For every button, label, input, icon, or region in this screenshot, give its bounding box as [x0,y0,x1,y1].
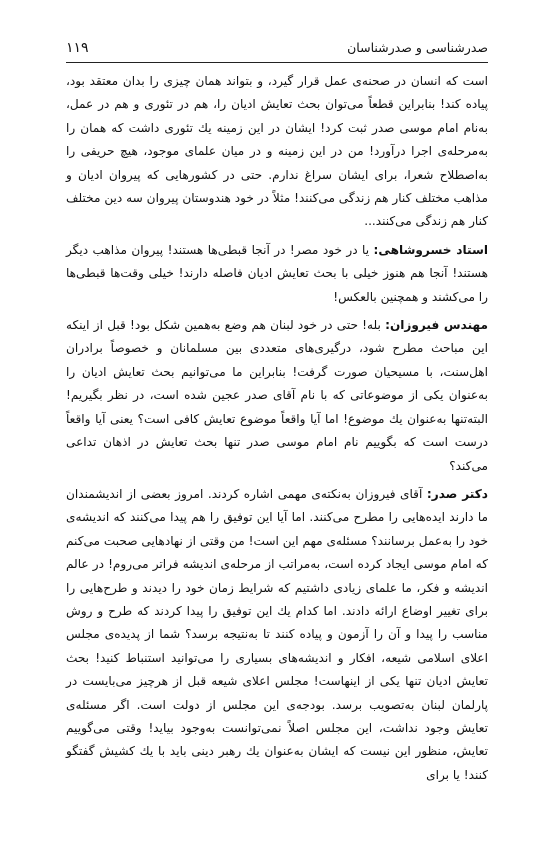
paragraph-text: آقای فیروزان به‌نکته‌ی مهمی اشاره کردند. امروز بعضی از اندیشمندان ما دارند ایده‌هایی را مطرح می‌کنند. اما آیا این توفیق را هم پیدا می‌کنند که اندیشه‌ی خود را به‌عمل برسانند؟ مسئله‌ی مهم این است! من وقتی از نهادهایی صحبت می‌کنم که امام موسی ایجاد کرده است، به‌مراتب از مرحله‌ی اندیشه فراتر می‌روم! در عالم اندیشه و فکر، ما علمای زیادی داشتیم که شرایط زمان خود را دیدند و طرح‌هایی را برای تغییر اوضاع ارائه دادند. اما کدام یك این توفیق را پیدا کردند که طرح و روش مناسب را پیدا و آن را آزمون و پیاده کنند تا به‌نتیجه برسد؟ شما از پدیده‌ی مجلس اعلای اسلامی شیعه، افکار و اندیشه‌های بسیاری را می‌توانید استنباط کنید! بحث تعایش ادیان تنها یکی از اینهاست! مجلس اعلای شیعه قبل از هرچیز می‌بایست در پارلمان لبنان به‌تصویب برسد. بودجه‌ی این مجلس از دولت است. اگر مسئله‌ی تعایش وجود نداشت، این مجلس اصلاً نمی‌توانست به‌وجود بیاید! وقتی می‌گوییم تعایش، منظور این نیست که ایشان به‌عنوان یك رهبر دینی باید با یك کشیش گفتگو کنند! یا برای [66,486,488,782]
running-title: صدرشناسی و صدرشناسان [347,40,488,55]
paragraph [66,314,488,478]
paragraph-text: بله! حتی در خود لبنان هم وضع به‌همین شکل بود! قبل از اینکه این مباحث مطرح شود، درگیری‌های متعددی بین مسلمانان و خصوصاً برادران اهل‌سنت، با مسیحیان صورت گرفت! بنابراین ما می‌توانیم بحث تعایش ادیان را به‌عنوان یکی از موضوعاتی که با نام آقای صدر عجین شده است، در نظر بگیریم! البته‌تنها به‌عنوان یك موضوع! اما آیا واقعاً موضوع تعایش کافی است؟ یعنی آیا واقعاً درست است که بگوییم نام امام موسی صدر تنها بحث تعایش در اذهان تداعی می‌کند؟ [66,318,488,473]
speaker-name: دکتر صدر: [426,486,488,501]
page-number: ۱۱۹ [66,40,89,56]
paragraph [66,239,488,309]
paragraph-text: است که انسان در صحنه‌ی عمل قرار گیرد، و بتواند همان چیزی را بدان معتقد بود، پیاده کند! بنابراین قطعاً می‌توان بحث تعایش ادیان را، هم در تئوری و هم در عمل، به‌نام امام موسی صدر ثبت کرد! ایشان در این زمینه یك تئوری داشت که همان را به‌مرحله‌ی اجرا درآورد! من در این زمینه و در میان علمای موجود، هیچ حریفی را به‌اصطلاح شعرا، برای ایشان سراغ ندارم. حتی در کشورهایی که پیروان ادیان و مذاهب مختلف کنار هم زندگی می‌کنند! مثلاً در خود هندوستان پیروان سه دین مختلف کنار هم زندگی می‌کنند... [66,74,488,229]
speaker-name: استاد خسروشاهی: [373,242,488,257]
paragraph [66,70,488,234]
paragraph [66,483,488,787]
speaker-name: مهندس فیروزان: [385,318,488,333]
page-header [66,38,488,63]
paragraph-text: یا در خود مصر! در آنجا قبطی‌ها هستند! پیروان مذاهب دیگر هستند! آنجا هم هنوز خیلی با بحث تعایش ادیان فاصله دارند! خیلی وقت‌ها قبطی‌ها را می‌کشند و همچنین بالعکس! [66,242,488,304]
body-text [66,70,488,792]
